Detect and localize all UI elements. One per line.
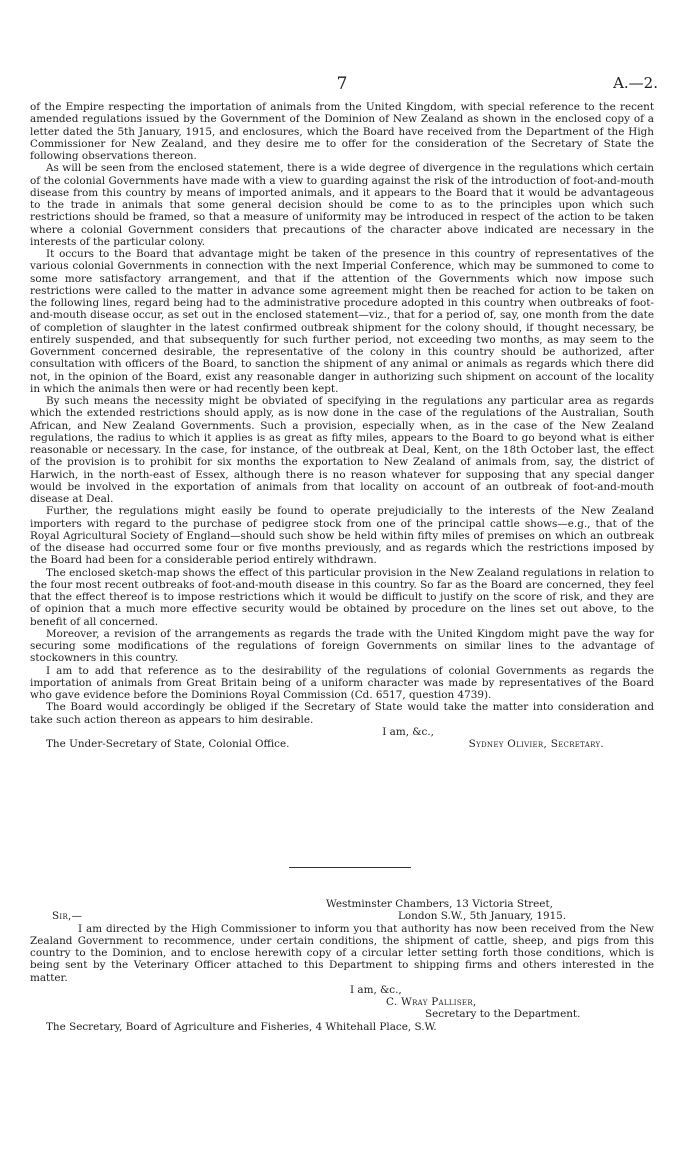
first-letter-body bbox=[30, 101, 654, 750]
document-reference: A.—2. bbox=[613, 74, 658, 92]
paragraph: Further, the regulations might easily be found to operate prejudicially to the interests of the New Zealand importers with regard to the purchase of pedigree stock from one of the principal cattle shows—e.g., that of the Royal Agricultural Society of England—should such show be held within fifty miles of premises on which an outbreak of the disease had occurred some four or five months previously, and as regards which the restrictions imposed by the Board had been for a considerable period entirely withdrawn. bbox=[30, 505, 654, 567]
second-letter-closing: I am, &c., bbox=[350, 983, 402, 996]
paragraph: As will be seen from the enclosed statement, there is a wide degree of divergence in the regulations which certain of the colonial Governments have made with a view to guarding against the risk of the introduction of foot-and-mouth disease from this country by means of imported animals, and it appears to the Board that it would be advantageous to the trade in animals that some general decision should be come to as to the principles upon which such restrictions should be framed, so that a measure of uniformity may be introduced in respect of the action to be taken where a colonial Government considers that precautions of the character above indicated are necessary in the interests of the particular colony. bbox=[30, 162, 654, 248]
paragraph: of the Empire respecting the importation of animals from the United Kingdom, with special reference to the recent amended regulations issued by the Government of the Dominion of New Zealand as shown in the enclosed copy of a letter dated the 5th January, 1915, and enclosures, which the Board have received from the Department of the High Commissioner for New Zealand, and they desire me to offer for the consideration of the Secretary of State the following observations thereon. bbox=[30, 101, 654, 162]
paragraph: It occurs to the Board that advantage might be taken of the presence in this country of representatives of the various colonial Governments in connection with the next Imperial Conference, which may be summoned to come to some more satisfactory arrangement, and that if the attention of the Governments which now impose such restrictions were called to the matter in advance some agreement might then be reached for action to be taken on the following lines, regard being had to the administrative procedure adopted in this country when outbreaks of foot-and-mouth disease occur, as set out in the enclosed statement—viz., that for a period of, say, one month from the date of completion of slaughter in the latest confirmed outbreak shipment for the colony should, if thought necessary, be entirely suspended, and that subsequently for such further period, not exceeding two months, as may seem to the Government concerned desirable, the representative of the colony in this country should be authorized, after consultation with officers of the Board, to sanction the shipment of any animal or animals as regards which there did not, in the opinion of the Board, exist any reasonable danger in authorizing such shipment on account of the locality in which the animals then were or had recently been kept. bbox=[30, 248, 654, 395]
sender-address-line-2: London S.W., 5th January, 1915. bbox=[398, 910, 567, 923]
paragraph: Moreover, a revision of the arrangements as regards the trade with the United Kingdom might pave the way for securing some modifications of the regulations of foreign Governments on similar lines to the advantage of stockowners in this country. bbox=[30, 627, 654, 665]
salutation: Sir,— bbox=[52, 910, 83, 923]
signature: C. Wray Palliser, bbox=[386, 996, 477, 1008]
paragraph: I am directed by the High Commissioner to inform you that authority has now been received from the New Zealand Government to recommence, under certain conditions, the shipment of cattle, sheep, and pigs from this country to the Dominion, and to enclose herewith copy of a circular letter setting forth those conditions, which is being sent by the Veterinary Officer attached to this Department to shipping firms and others interested in the matter. bbox=[30, 922, 654, 984]
paragraph: The Board would accordingly be obliged if the Secretary of State would take the matter into consideration and take such action thereon as appears to him desirable. bbox=[30, 701, 654, 726]
second-letter-body bbox=[30, 923, 654, 984]
first-letter-closing bbox=[30, 726, 654, 750]
paragraph: By such means the necessity might be obviated of specifying in the regulations any particular area as regards which the extended restrictions should apply, as is now done in the case of the regulations of the Australian, South African, and New Zealand Governments. Such a provision, especially when, as in the case of the New Zealand regulations, the radius to which it applies is as great as fifty miles, appears to the Board to go beyond what is either reasonable or necessary. In the case, for instance, of the outbreak at Deal, Kent, on the 18th October last, the effect of the provision is to prohibit for six months the exportation to New Zealand of animals from, say, the district of Harwich, in the north-east of Essex, although there is no reason whatever for supposing that any special danger would be involved in the exportation of animals from that locality on account of an outbreak of foot-and-mouth disease at Deal. bbox=[30, 395, 654, 505]
closing-phrase: I am, &c., bbox=[382, 725, 434, 738]
sender-address-line-1: Westminster Chambers, 13 Victoria Street, bbox=[326, 898, 553, 910]
addressee: The Secretary, Board of Agriculture and Fisheries, 4 Whitehall Place, S.W. bbox=[46, 1020, 437, 1033]
section-divider bbox=[289, 867, 411, 868]
signature: Sydney Olivier, Secretary. bbox=[468, 737, 604, 750]
paragraph: I am to add that reference as to the desirability of the regulations of colonial Governments as regards the importation of animals from Great Britain being of a uniform character was made by representatives of the Board who gave evidence before the Dominions Royal Commission (Cd. 6517, question 4739). bbox=[30, 664, 654, 701]
second-letter bbox=[30, 898, 654, 1033]
signature-title: Secretary to the Department. bbox=[425, 1008, 581, 1021]
page-number: 7 bbox=[336, 74, 348, 94]
addressee: The Under-Secretary of State, Colonial Office. bbox=[46, 737, 290, 750]
paragraph: The enclosed sketch-map shows the effect of this particular provision in the New Zealand regulations in relation to the four most recent outbreaks of foot-and-mouth disease in this country. So far as the Board are concerned, they feel that the effect thereof is to impose restrictions which it would be difficult to justify on the score of risk, and they are of opinion that a much more effective security would be obtained by procedure on the lines set out above, to the benefit of all concerned. bbox=[30, 566, 654, 628]
